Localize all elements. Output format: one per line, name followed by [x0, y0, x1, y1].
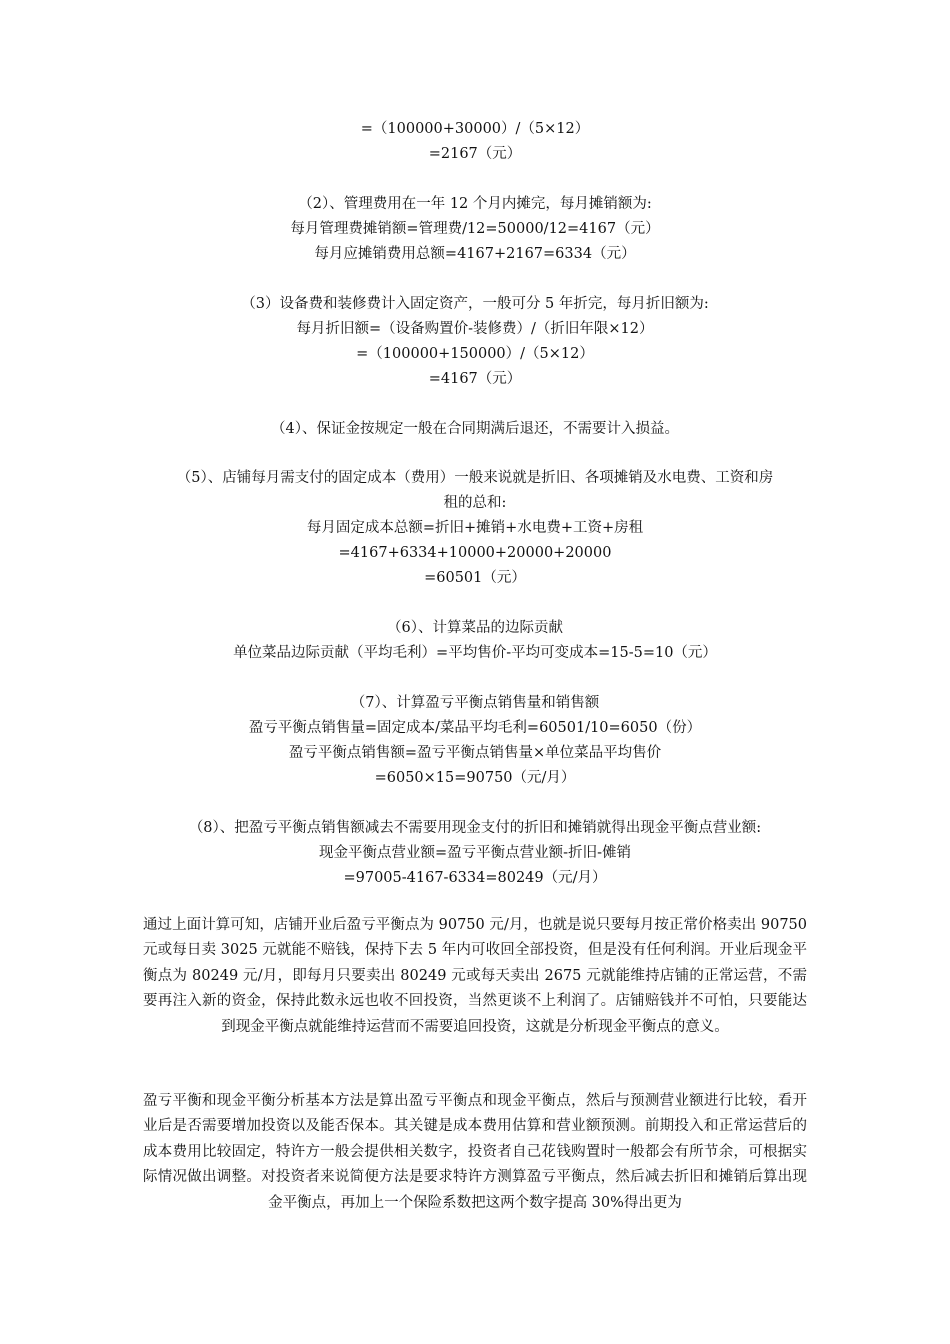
- step-heading: （2）、管理费用在一年 12 个月内摊完，每月摊销额为:: [298, 196, 652, 212]
- calc-line: 每月固定成本总额=折旧+摊销+水电费+工资+房租: [306, 520, 644, 536]
- calc-line: =6050×15=90750（元/月）: [374, 770, 576, 786]
- calc-line: 每月折旧额=（设备购置价-装修费）/（折旧年限×12）: [296, 321, 654, 337]
- calc-line: =60501（元）: [424, 570, 526, 586]
- step-heading: （4）、保证金按规定一般在合同期满后退还，不需要计入损益。: [271, 421, 679, 437]
- step-heading: （7）、计算盈亏平衡点销售量和销售额: [350, 695, 600, 711]
- step-heading: （8）、把盈亏平衡点销售额减去不需要用现金支付的折旧和摊销就得出现金平衡点营业额:: [188, 820, 762, 836]
- calc-line: 单位菜品边际贡献（平均毛利）=平均售价-平均可变成本=15-5=10（元）: [233, 645, 717, 661]
- step-heading-continued: 租的总和:: [443, 495, 507, 511]
- calc-line: =（100000+30000）/（5×12）: [360, 121, 590, 137]
- calc-line: 盈亏平衡点销售量=固定成本/菜品平均毛利=60501/10=6050（份）: [248, 720, 702, 736]
- calc-line: 每月应摊销费用总额=4167+2167=6334（元）: [314, 246, 636, 262]
- calc-line: =4167+6334+10000+20000+20000: [338, 545, 612, 561]
- calc-line: 每月管理费摊销额=管理费/12=50000/12=4167（元）: [290, 221, 660, 237]
- calc-line: =4167（元）: [428, 371, 522, 387]
- method-paragraph: 盈亏平衡和现金平衡分析基本方法是算出盈亏平衡点和现金平衡点，然后与预测营业额进行比较，看开业后是否需要增加投资以及能否保本。其关键是成本费用估算和营业额预测。前期投入和正常运营后的成本费用比较固定，特许方一般会提供相关数字，投资者自己花钱购置时一般都会有所节余，可根据实际情况做出调整。对投资者来说简便方法是要求特许方测算盈亏平衡点，然后减去折旧和摊销后算出现金平衡点，再加上一个保险系数把这两个数字提高 30%得出更为: [143, 1093, 807, 1211]
- calc-line: 现金平衡点营业额=盈亏平衡点营业额-折旧-傩销: [319, 845, 631, 861]
- calc-line: =2167（元）: [428, 146, 522, 162]
- step-heading: （6）、计算菜品的边际贡献: [387, 620, 563, 636]
- calc-line: 盈亏平衡点销售额=盈亏平衡点销售量×单位菜品平均售价: [288, 745, 662, 761]
- step-heading: （5）、店铺每月需支付的固定成本（费用）一般来说就是折旧、各项摊销及水电费、工资和房: [176, 470, 774, 486]
- step-heading: （3）设备费和装修费计入固定资产，一般可分 5 年折完，每月折旧额为:: [241, 296, 709, 312]
- summary-paragraph: 通过上面计算可知，店铺开业后盈亏平衡点为 90750 元/月，也就是说只要每月按正常价格卖出 90750 元或每日卖 3025 元就能不赔钱，保持下去 5 年内可收回全部投资，但是没有任何利润。开业后现金平衡点为 80249 元/月，即每月只要卖出 80249 元或每天卖出 2675 元就能维持店铺的正常运营，不需要再注入新的资金，保持此数永远也收不回投资，当然更谈不上利润了。店铺赔钱并不可怕，只要能达到现金平衡点就能维持运营而不需要追回投资，这就是分析现金平衡点的意义。: [143, 917, 807, 1035]
- calc-line: =97005-4167-6334=80249（元/月）: [343, 870, 607, 886]
- calc-line: =（100000+150000）/（5×12）: [356, 346, 594, 362]
